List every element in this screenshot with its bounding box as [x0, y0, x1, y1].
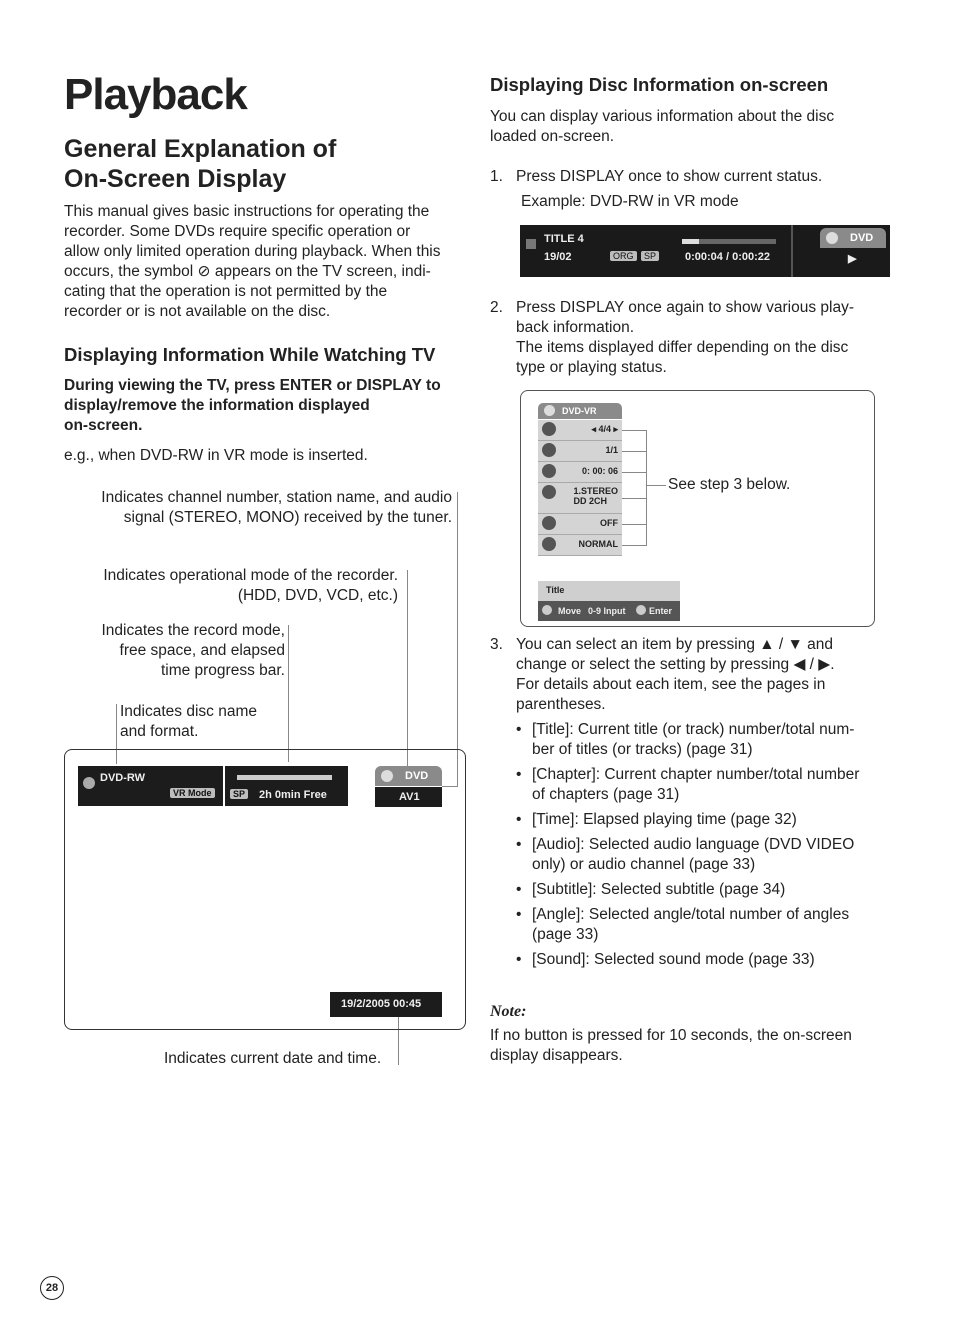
clock-icon — [542, 464, 556, 478]
osd-rec-mode: SP — [230, 789, 248, 799]
menu-row-chapter[interactable]: 1/1 — [538, 441, 622, 462]
info-org: ORG — [610, 251, 637, 261]
info-progress-fill — [682, 239, 699, 244]
step1-text: Press DISPLAY once to show current status. — [516, 168, 823, 185]
disc-icon — [826, 232, 838, 244]
list-item: • [Angle]: Selected angle/total number of angles (page 33) — [516, 906, 850, 943]
list-item: • [Title]: Current title (or track) number/total num- ber of titles (or tracks) (page 31) — [516, 721, 855, 758]
info-divider — [791, 225, 793, 277]
clapper-icon — [526, 239, 536, 249]
section-heading-watching-tv: Displaying Information While Watching TV — [64, 344, 436, 365]
osd-device-panel — [375, 766, 442, 786]
step2-number: 2. — [490, 299, 503, 316]
menu-row-audio[interactable]: 1.STEREO DD 2CH — [538, 483, 622, 514]
note-text: If no button is pressed for 10 seconds, the on-screen display disappears. — [490, 1027, 852, 1064]
menu-footer-enter: Enter — [649, 606, 673, 616]
list-item: • [Subtitle]: Selected subtitle (page 34) — [516, 881, 786, 898]
step3-number: 3. — [490, 636, 503, 653]
osd-progress-bar — [237, 775, 332, 780]
info-progress-track — [682, 239, 776, 244]
menu-header-label: DVD-VR — [562, 406, 597, 416]
disc-info-panel — [520, 225, 890, 277]
osd-channel: AV1 — [399, 791, 420, 803]
sound-icon — [542, 537, 556, 551]
bullet-list — [516, 720, 891, 975]
menu-callout: See step 3 below. — [668, 476, 791, 493]
callout-disc: Indicates disc name and format. — [120, 703, 257, 740]
menu-header — [538, 403, 622, 419]
callout-channel: Indicates channel number, station name, and audio signal (STEREO, MONO) received by the tuner. — [101, 489, 452, 526]
bracket-line — [622, 430, 646, 431]
list-item: • [Chapter]: Current chapter number/total number of chapters (page 31) — [516, 766, 860, 803]
section-body: This manual gives basic instructions for operating the recorder. Some DVDs require specific operation or allow only limited operation during playback. When this occurs, the symbol ⊘ appears on the TV screen, indi- cating that the operation is not permitted by the recorder or is not available on the disc. — [64, 203, 441, 320]
enter-icon — [636, 605, 646, 615]
disc-icon — [381, 770, 393, 782]
headphones-icon — [542, 485, 556, 499]
page-title: Playback — [64, 70, 247, 119]
info-device-panel — [820, 228, 886, 248]
osd-datetime: 19/2/2005 00:45 — [341, 998, 422, 1010]
menu-row-title[interactable]: ◂ 4/4 ▸ — [538, 420, 622, 441]
list-item: • [Audio]: Selected audio language (DVD VIDEO only) or audio channel (page 33) — [516, 836, 855, 873]
subtitle-icon — [542, 516, 556, 530]
step2-text: Press DISPLAY once again to show various play- back information. The items displayed differ depending on the disc type or playing status. — [516, 299, 855, 376]
section-heading-disc-info: Displaying Disc Information on-screen — [490, 74, 829, 95]
title-icon — [542, 422, 556, 436]
list-item: • [Sound]: Selected sound mode (page 33) — [516, 951, 815, 968]
menu-footer-input: 0-9 Input — [588, 606, 626, 616]
info-time: 0:00:04 / 0:00:22 — [685, 251, 770, 263]
step1-example: Example: DVD-RW in VR mode — [521, 193, 739, 210]
leader-line-record — [288, 625, 289, 762]
osd-disc-name: DVD-RW — [100, 772, 146, 784]
osd-free-space: 2h 0min Free — [259, 789, 327, 801]
bracket-line — [622, 498, 646, 499]
osd-channel-panel — [375, 787, 442, 807]
example-text: e.g., when DVD-RW in VR mode is inserted. — [64, 447, 368, 464]
menu-row-time[interactable]: 0: 00: 06 — [538, 462, 622, 483]
osd-disc-format: VR Mode — [170, 788, 215, 798]
instruction-bold: During viewing the TV, press ENTER or DISPLAY to display/remove the information displayed on-screen. — [64, 377, 441, 434]
info-play-icon: ▶ — [848, 253, 857, 265]
note-title: Note: — [490, 1003, 527, 1020]
list-item: • [Time]: Elapsed playing time (page 32) — [516, 811, 797, 828]
disc-info-intro: You can display various information about the disc loaded on-screen. — [490, 108, 835, 145]
bracket-line — [622, 524, 646, 525]
info-device: DVD — [850, 232, 874, 244]
bracket-line — [622, 451, 646, 452]
disc-icon — [83, 777, 95, 789]
info-title-count: 19/02 — [544, 251, 572, 263]
callout-record: Indicates the record mode, free space, and elapsed time progress bar. — [101, 622, 285, 679]
callout-datetime: Indicates current date and time. — [164, 1050, 382, 1067]
info-title: TITLE 4 — [544, 233, 584, 245]
leader-line-mode — [407, 570, 408, 770]
menu-row-subtitle[interactable]: OFF — [538, 514, 622, 535]
bracket-line — [622, 472, 646, 473]
menu-row-sound[interactable]: NORMAL — [538, 535, 622, 556]
bracket-line-vertical — [646, 430, 647, 546]
osd-disc-panel — [78, 766, 223, 806]
osd-datetime-panel — [330, 992, 442, 1017]
osd-device: DVD — [405, 770, 429, 782]
page-number: 28 — [40, 1276, 64, 1300]
bracket-line-out — [646, 485, 666, 486]
menu-footer-title: Title — [546, 585, 565, 595]
step1-number: 1. — [490, 168, 503, 185]
callout-mode: Indicates operational mode of the recorder. (HDD, DVD, VCD, etc.) — [103, 567, 398, 604]
leader-line-channel — [457, 492, 458, 787]
move-icon — [542, 605, 552, 615]
bracket-line — [622, 545, 646, 546]
section-heading-osd: General Explanation of On-Screen Display — [64, 135, 337, 193]
menu-footer-move: Move — [558, 606, 582, 616]
chapter-icon — [542, 443, 556, 457]
menu-footer — [538, 581, 680, 621]
step3-text: You can select an item by pressing ▲ / ▼ and change or select the setting by pressing ◀ / ▶. For details about each item, see the pages in parentheses. — [516, 636, 835, 713]
osd-record-panel — [225, 766, 348, 806]
info-sp: SP — [641, 251, 659, 261]
disc-icon — [544, 405, 555, 416]
